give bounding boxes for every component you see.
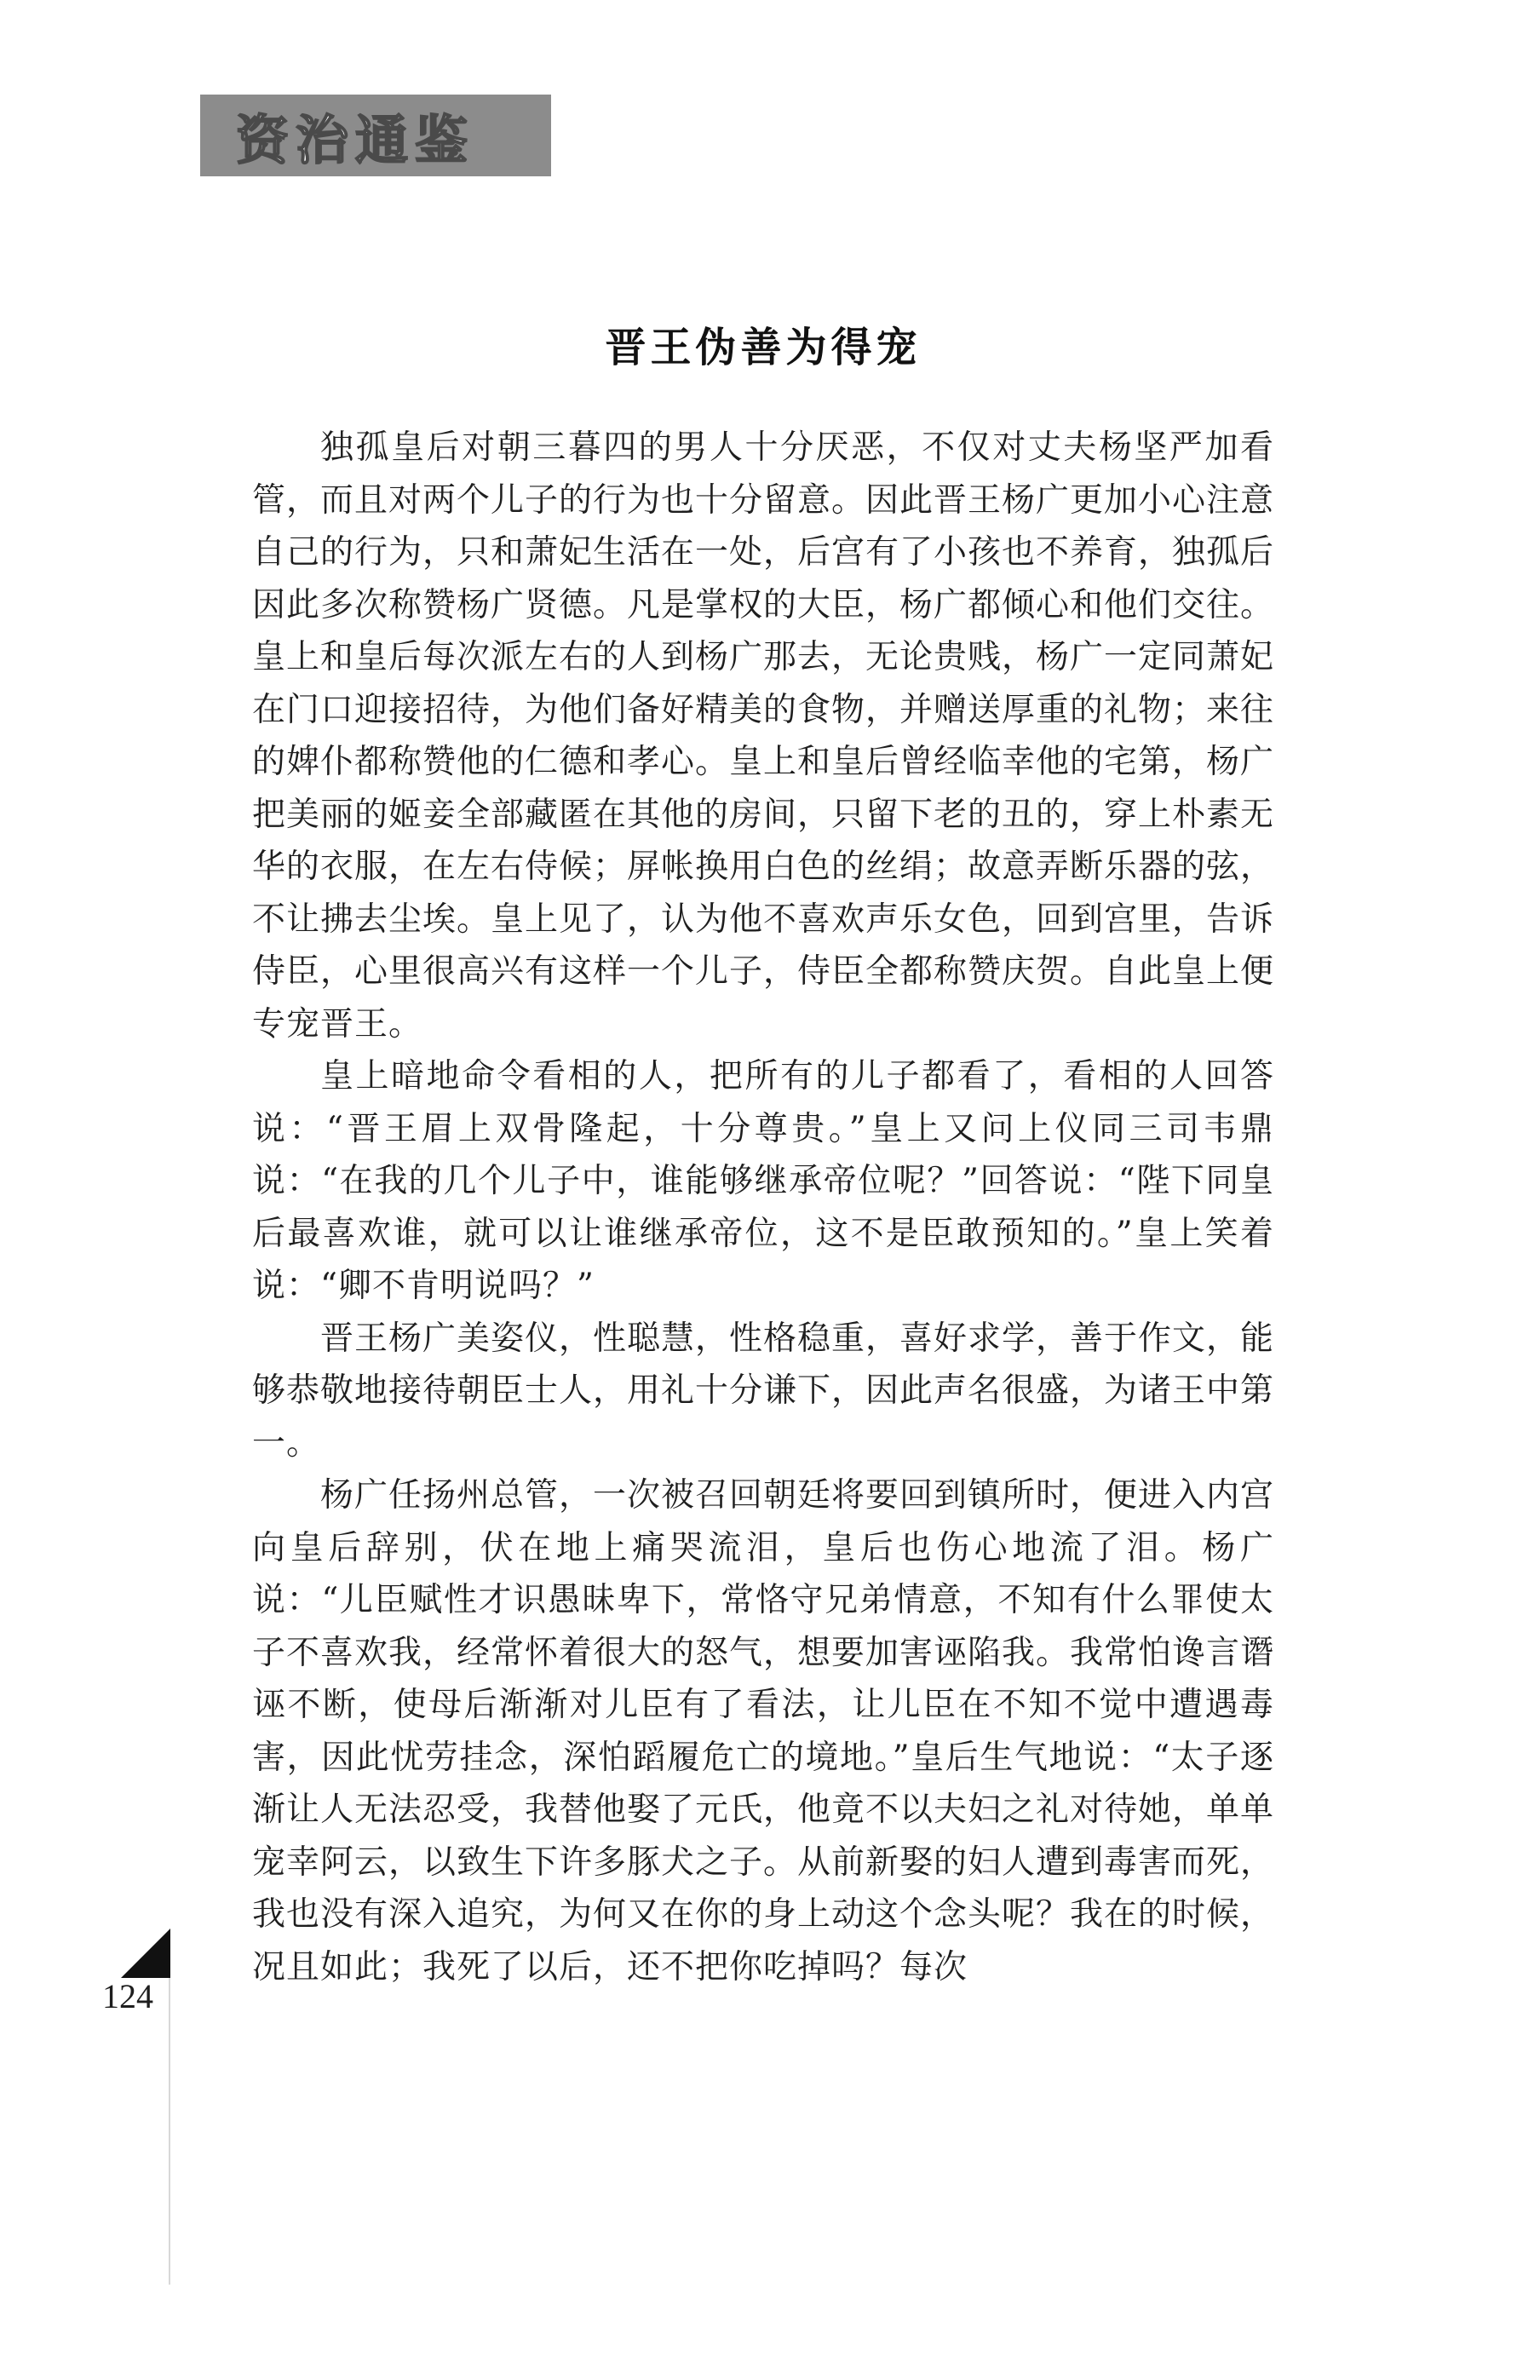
- paragraph: 皇上暗地命令看相的人，把所有的儿子都看了，看相的人回答说：“晋王眉上双骨隆起，十分尊贵。”皇上又问上仪同三司韦鼎说：“在我的几个儿子中，谁能够继承帝位呢？”回答说：“陛下同皇后最喜欢谁，就可以让谁继承帝位，这不是臣敢预知的。”皇上笑着说：“卿不肯明说吗？”: [252, 1057, 1274, 1305]
- page-corner-triangle-icon: [121, 1929, 170, 1978]
- paragraph: 独孤皇后对朝三暮四的男人十分厌恶，不仅对丈夫杨坚严加看管，而且对两个儿子的行为也十分留意。因此晋王杨广更加小心注意自己的行为，只和萧妃生活在一处，后宫有了小孩也不养育，独孤后因此多次称赞杨广贤德。凡是掌权的大臣，杨广都倾心和他们交往。皇上和皇后每次派左右的人到杨广那去，无论贵贱，杨广一定同萧妃在门口迎接招待，为他们备好精美的食物，并赠送厚重的礼物；来往的婢仆都称赞他的仁德和孝心。皇上和皇后曾经临幸他的宅第，杨广把美丽的姬妾全部藏匿在其他的房间，只留下老的丑的，穿上朴素无华的衣服，在左右侍候；屏帐换用白色的丝绢；故意弄断乐器的弦，不让拂去尘埃。皇上见了，认为他不喜欢声乐女色，回到宫里，告诉侍臣，心里很高兴有这样一个儿子，侍臣全都称赞庆贺。自此皇上便专宠晋王。: [252, 428, 1275, 1043]
- article-body: [252, 422, 1274, 1993]
- book-title-banner: [200, 95, 551, 176]
- paragraph: 晋王杨广美姿仪，性聪慧，性格稳重，喜好求学，善于作文，能够恭敬地接待朝臣士人，用礼十分谦下，因此声名很盛，为诸王中第一。: [252, 1319, 1275, 1463]
- paragraph: 杨广任扬州总管，一次被召回朝廷将要回到镇所时，便进入内宫向皇后辞别，伏在地上痛哭流泪，皇后也伤心地流了泪。杨广说：“儿臣赋性才识愚昧卑下，常恪守兄弟情意，不知有什么罪使太子不喜欢我，经常怀着很大的怒气，想要加害诬陷我。我常怕谗言谮诬不断，使母后渐渐对儿臣有了看法，让儿臣在不知不觉中遭遇毒害，因此忧劳挂念，深怕蹈履危亡的境地。”皇后生气地说：“太子逐渐让人无法忍受，我替他娶了元氏，他竟不以夫妇之礼对待她，单单宠幸阿云，以致生下许多豚犬之子。从前新娶的妇人遭到毒害而死，我也没有深入追究，为何又在你的身上动这个念头呢？我在的时候，况且如此；我死了以后，还不把你吃掉吗？每次: [252, 1476, 1275, 1986]
- book-title: 资治通鉴: [236, 108, 475, 171]
- article-title: 晋王伪善为得宠: [605, 324, 922, 371]
- margin-divider: [169, 1978, 170, 2285]
- page-number: 124: [102, 1977, 153, 2015]
